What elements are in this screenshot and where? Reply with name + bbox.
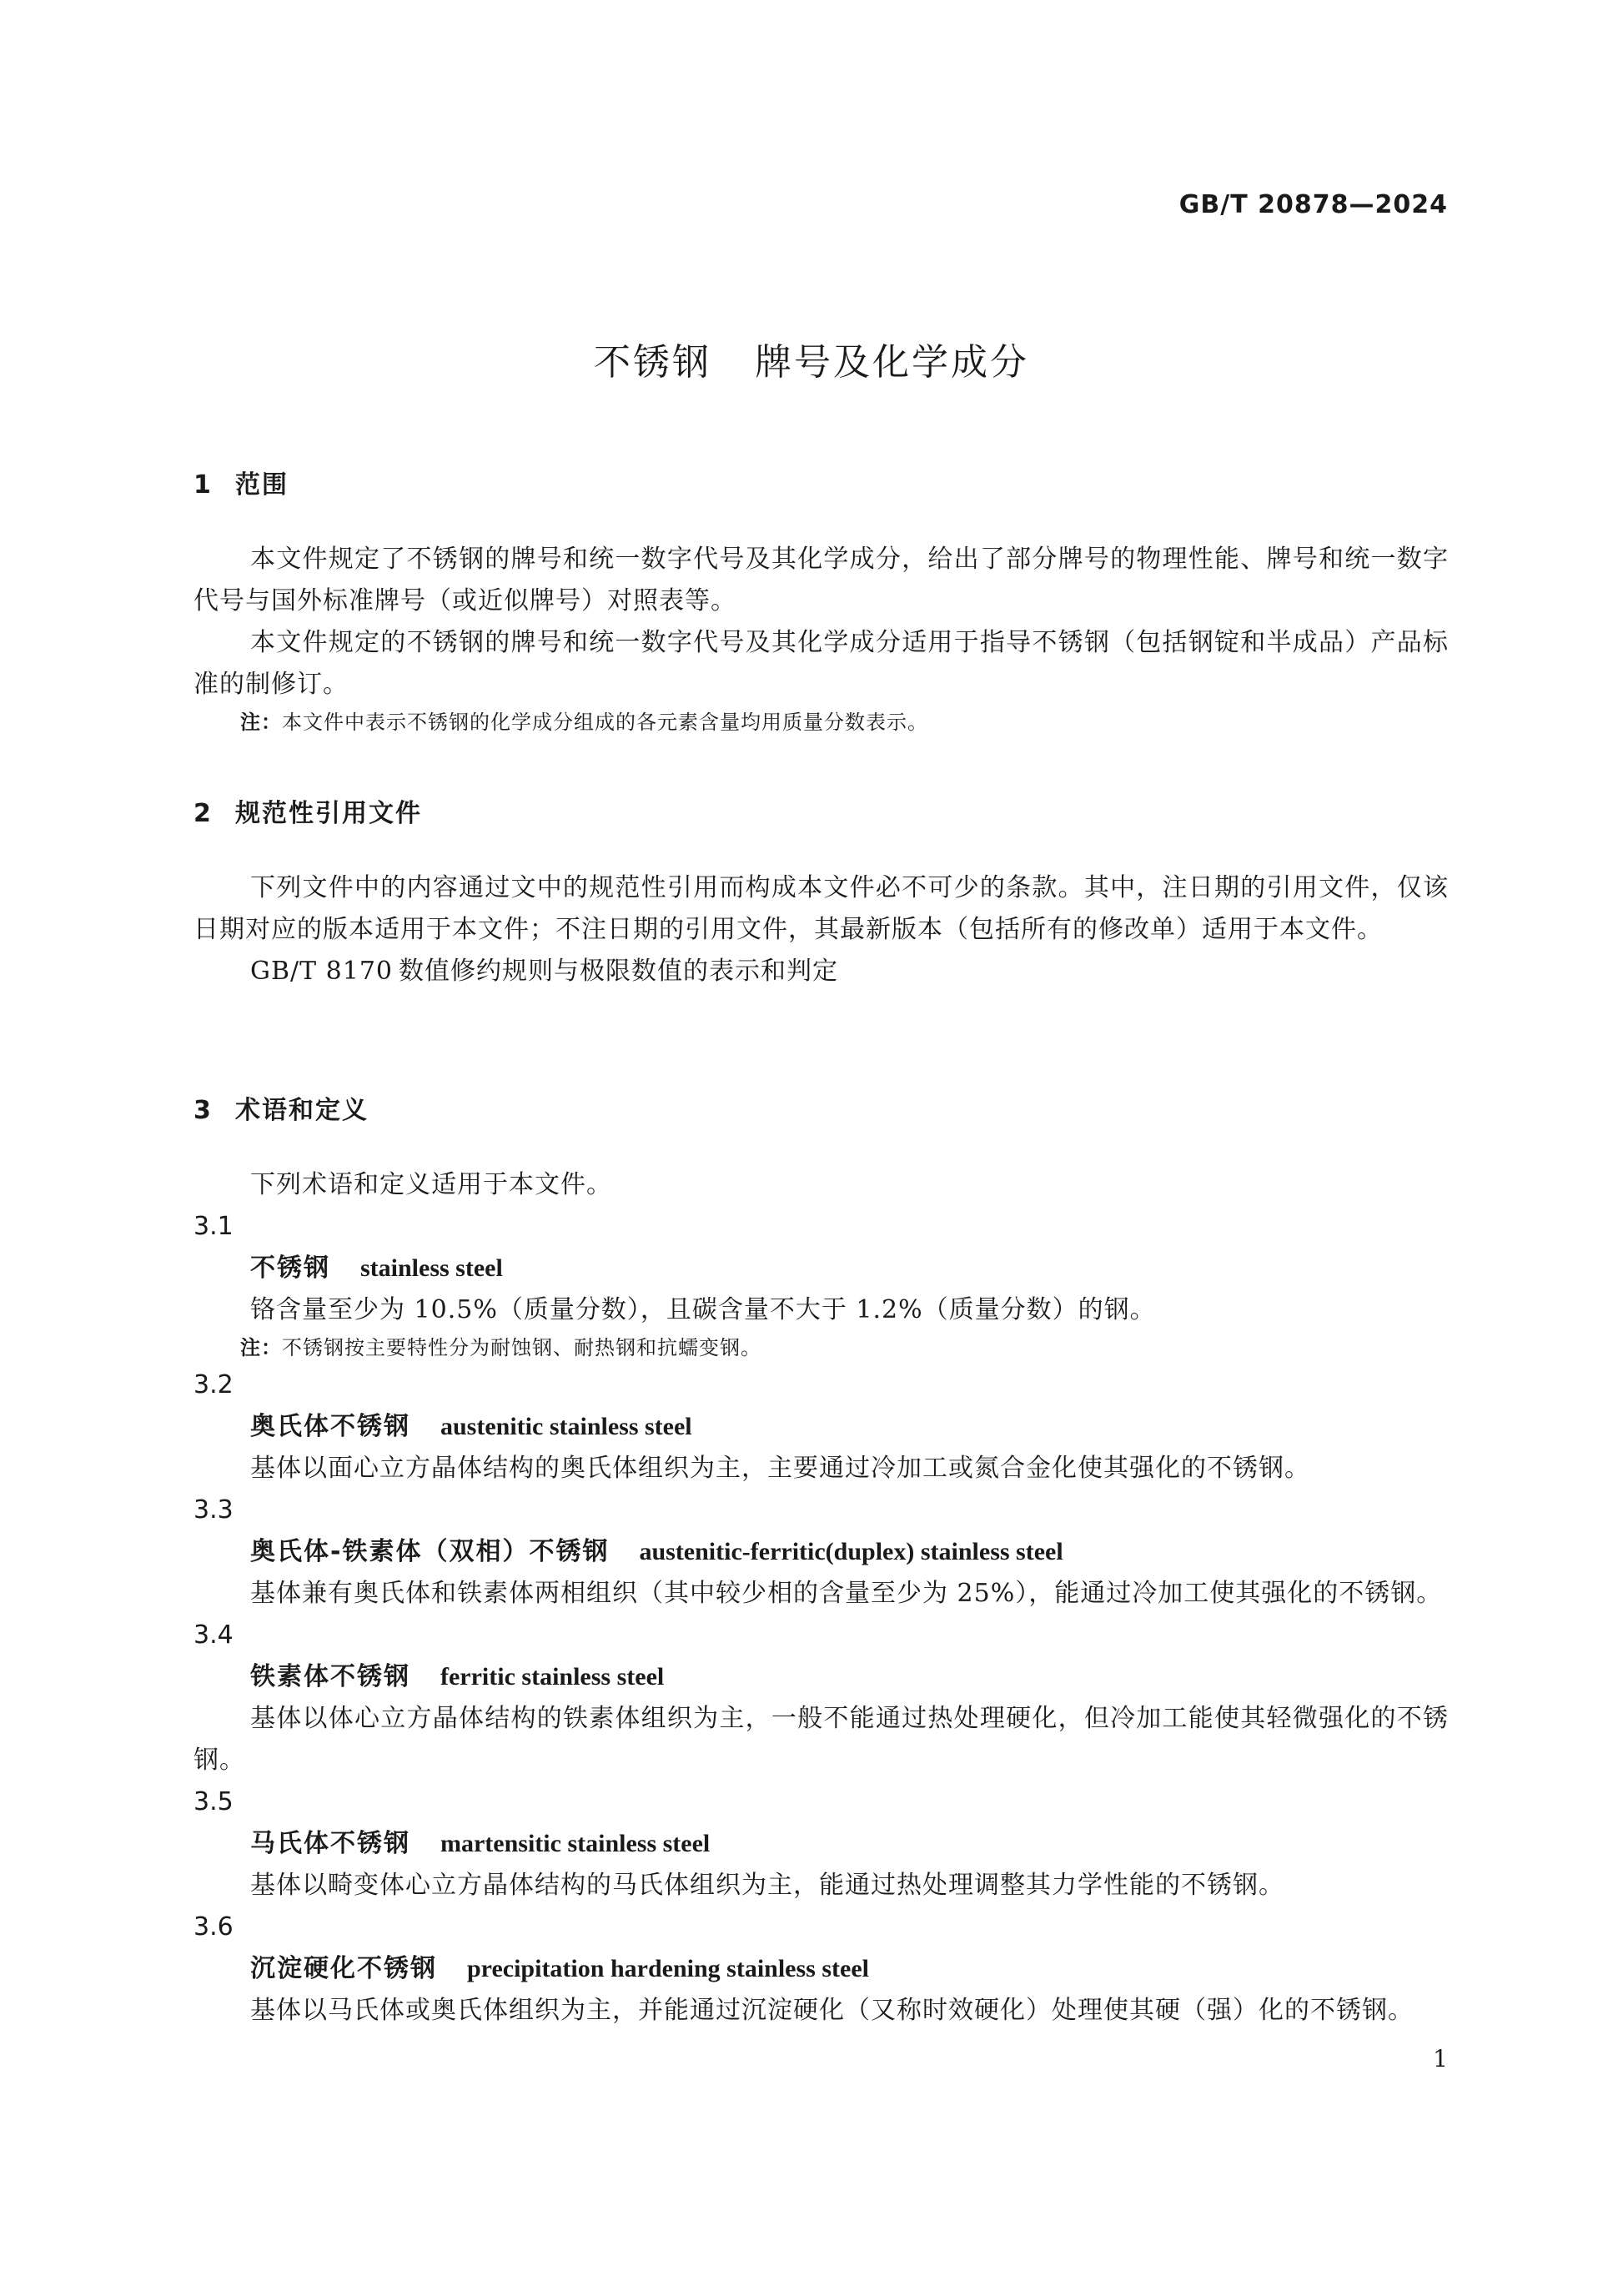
term-heading [193, 1948, 1449, 1990]
document-title [0, 332, 1623, 385]
term-english: stainless steel [360, 1254, 503, 1282]
term-number: 3.1 [193, 1212, 234, 1241]
reference-title: 数值修约规则与极限数值的表示和判定 [399, 957, 838, 986]
title-part-1: 不锈钢 [594, 341, 711, 384]
page-number: 1 [1433, 2045, 1448, 2072]
term-english: austenitic stainless steel [440, 1413, 692, 1440]
term-number: 3.4 [193, 1620, 234, 1650]
section-title: 术语和定义 [235, 1096, 369, 1125]
term-entry [193, 1364, 1449, 1490]
section-3-heading [193, 1089, 1449, 1126]
term-chinese: 不锈钢 [250, 1254, 330, 1283]
note-text: 本文件中表示不锈钢的化学成分组成的各元素含量均用质量分数表示。 [282, 711, 928, 734]
term-entry [193, 1206, 1449, 1364]
term-definition: 基体以面心立方晶体结构的奥氏体组织为主，主要通过冷加工或氮合金化使其强化的不锈钢。 [250, 1454, 1310, 1483]
paragraph: 本文件规定了不锈钢的牌号和统一数字代号及其化学成分，给出了部分牌号的物理性能、牌号和统一数字代号与国外标准牌号（或近似牌号）对照表等。 [193, 545, 1449, 615]
term-heading [193, 1406, 1449, 1448]
section-1-heading [193, 464, 1449, 500]
section-1-body [193, 539, 1449, 739]
term-entry [193, 1490, 1449, 1615]
reference-code: GB/T 8170 [250, 957, 394, 986]
note-label: 注： [240, 1336, 282, 1359]
term-heading [193, 1531, 1449, 1573]
term-heading [193, 1248, 1449, 1289]
term-english: precipitation hardening stainless steel [467, 1955, 869, 1982]
term-definition: 基体兼有奥氏体和铁素体两相组织（其中较少相的含量至少为 25%），能通过冷加工使其强化的不锈钢。 [250, 1579, 1443, 1608]
term-definition: 铬含量至少为 10.5%（质量分数），且碳含量不大于 1.2%（质量分数）的钢。 [250, 1295, 1156, 1324]
section-number: 3 [193, 1096, 213, 1125]
term-english: austenitic-ferritic(duplex) stainless steel [639, 1538, 1063, 1565]
term-number: 3.3 [193, 1495, 234, 1525]
title-part-2: 牌号及化学成分 [755, 341, 1029, 384]
section-2-heading [193, 792, 1449, 829]
note [193, 706, 1449, 739]
paragraph: 下列文件中的内容通过文中的规范性引用而构成本文件必不可少的条款。其中，注日期的引用文件，仅该日期对应的版本适用于本文件；不注日期的引用文件，其最新版本（包括所有的修改单）适用于本文件。 [193, 873, 1449, 944]
normative-reference [193, 951, 1449, 992]
note-label: 注： [240, 711, 282, 734]
term-heading [193, 1656, 1449, 1698]
term-entry [193, 1907, 1449, 2032]
term-english: martensitic stainless steel [440, 1830, 711, 1857]
term-chinese: 奥氏体-铁素体（双相）不锈钢 [250, 1537, 610, 1566]
section-number: 1 [193, 470, 213, 500]
section-3-body [193, 1164, 1449, 2032]
term-definition: 基体以马氏体或奥氏体组织为主，并能通过沉淀硬化（又称时效硬化）处理使其硬（强）化的不锈钢。 [250, 1996, 1414, 2025]
term-definition: 基体以体心立方晶体结构的铁素体组织为主，一般不能通过热处理硬化，但冷加工能使其轻微强化的不锈钢。 [193, 1704, 1449, 1775]
term-entry [193, 1781, 1449, 1907]
section-title: 规范性引用文件 [235, 799, 422, 828]
term-number: 3.2 [193, 1370, 234, 1399]
paragraph: 下列术语和定义适用于本文件。 [250, 1170, 612, 1199]
term-definition: 基体以畸变体心立方晶体结构的马氏体组织为主，能通过热处理调整其力学性能的不锈钢。 [250, 1871, 1284, 1900]
term-chinese: 马氏体不锈钢 [250, 1829, 410, 1858]
term-number: 3.6 [193, 1912, 234, 1942]
section-number: 2 [193, 799, 213, 828]
term-chinese: 沉淀硬化不锈钢 [250, 1954, 437, 1983]
section-title: 范围 [235, 470, 289, 500]
standard-code: GB/T 20878—2024 [1178, 190, 1448, 219]
term-chinese: 奥氏体不锈钢 [250, 1412, 410, 1441]
term-english: ferritic stainless steel [440, 1663, 665, 1691]
term-heading [193, 1823, 1449, 1865]
term-entry [193, 1615, 1449, 1781]
term-number: 3.5 [193, 1787, 234, 1816]
paragraph: 本文件规定的不锈钢的牌号和统一数字代号及其化学成分适用于指导不锈钢（包括钢锭和半成品）产品标准的制修订。 [193, 628, 1449, 699]
note [193, 1331, 1449, 1364]
section-2-body [193, 867, 1449, 992]
term-chinese: 铁素体不锈钢 [250, 1662, 410, 1691]
note-text: 不锈钢按主要特性分为耐蚀钢、耐热钢和抗蠕变钢。 [282, 1336, 761, 1359]
